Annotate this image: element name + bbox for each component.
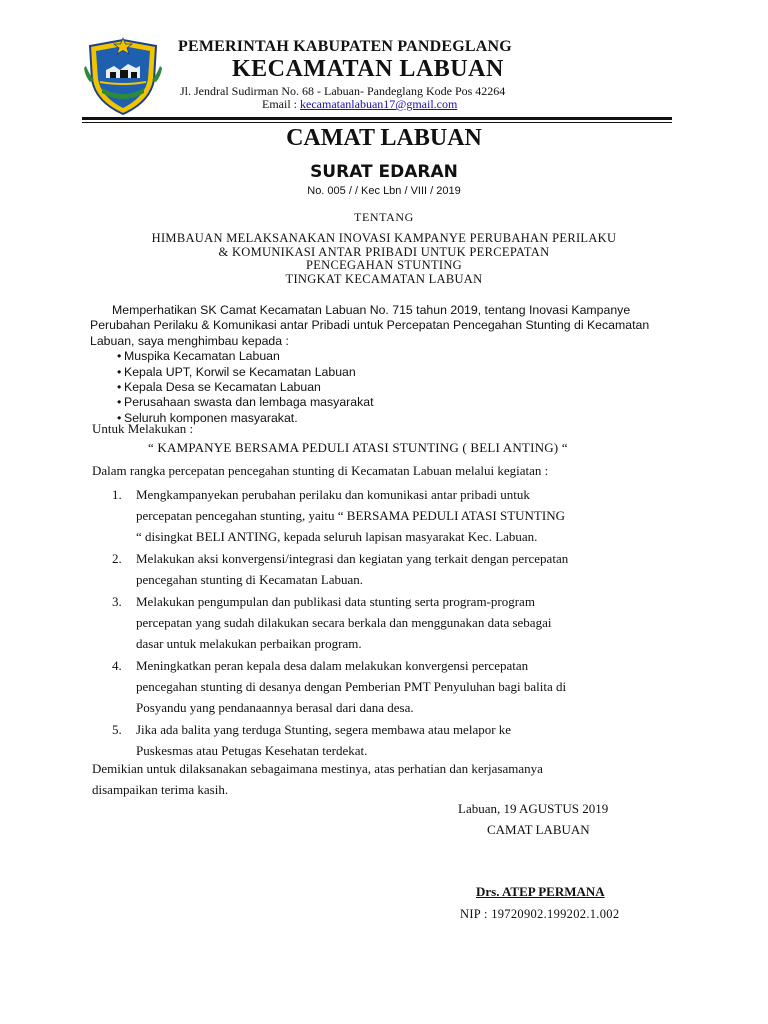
- recipient-text: Muspika Kecamatan Labuan: [124, 349, 280, 364]
- list-item: [92, 484, 692, 547]
- bullet-icon: •: [117, 349, 122, 364]
- list-item: [92, 591, 692, 654]
- bullet-icon: •: [117, 364, 122, 379]
- header-address: Jl. Jendral Sudirman No. 68 - Labuan- Pandeglang Kode Pos 42264: [180, 84, 506, 98]
- header-district: KECAMATAN LABUAN: [232, 56, 504, 82]
- item-number: 3.: [112, 594, 122, 609]
- list-item: [90, 365, 680, 380]
- item-number: 5.: [112, 722, 122, 737]
- list-item: [92, 655, 692, 718]
- instruction-heading: Untuk Melakukan :: [92, 421, 194, 436]
- bullet-icon: •: [117, 410, 122, 425]
- list-item: [90, 395, 680, 410]
- pandeglang-regency-emblem: [84, 36, 162, 118]
- item-number: 1.: [112, 487, 122, 502]
- intro-paragraph: Memperhatikan SK Camat Kecamatan Labuan No. 715 tahun 2019, tentang Inovasi Kampanye Perubahan Perilaku & Komunikasi antar Pribadi untuk Percepatan Pencegahan Stunting di Kecamatan Labuan, saya menghimbau kepada :: [90, 303, 650, 348]
- signature-place-date: Labuan, 19 AGUSTUS 2019: [458, 801, 609, 816]
- subject-line: TINGKAT KECAMATAN LABUAN: [285, 271, 483, 286]
- item-text: Jika ada balita yang terduga Stunting, segera membawa atau melapor ke: [136, 722, 512, 737]
- subject-label: TENTANG: [354, 210, 414, 224]
- document-type: SURAT EDARAN: [310, 162, 458, 182]
- campaign-slogan: “ KAMPANYE BERSAMA PEDULI ATASI STUNTING ( BELI ANTING) “: [148, 440, 568, 455]
- bullet-icon: •: [117, 380, 122, 395]
- item-number: 2.: [112, 551, 122, 566]
- letterhead-rule-thick: [82, 117, 672, 120]
- subject-line: & KOMUNIKASI ANTAR PRIBADI UNTUK PERCEPATAN: [218, 244, 550, 259]
- item-text: percepatan yang sudah dilakukan secara berkala dan menggunakan data sebagai: [136, 615, 552, 630]
- item-text: Posyandu yang pendanaannya berasal dari dana desa.: [136, 700, 414, 715]
- recipient-text: Kepala Desa se Kecamatan Labuan: [124, 380, 321, 395]
- item-text: Melakukan aksi konvergensi/integrasi dan kegiatan yang terkait dengan percepatan: [136, 551, 569, 566]
- closing-line: Demikian untuk dilaksanakan sebagaimana mestinya, atas perhatian dan kerjasamanya: [92, 761, 543, 776]
- subject-line: PENCEGAHAN STUNTING: [305, 258, 463, 272]
- item-text: pencegahan stunting di Kecamatan Labuan.: [136, 572, 364, 587]
- signatory-nip: NIP : 19720902.199202.1.002: [460, 907, 620, 921]
- recipient-text: Kepala UPT, Korwil se Kecamatan Labuan: [124, 364, 356, 379]
- item-text: Meningkatkan peran kepala desa dalam melakukan konvergensi percepatan: [136, 658, 529, 673]
- item-text: Mengkampanyekan perubahan perilaku dan komunikasi antar pribadi untuk: [136, 487, 530, 502]
- subject: [0, 232, 768, 286]
- header-government: PEMERINTAH KABUPATEN PANDEGLANG: [178, 38, 512, 55]
- item-text: dasar untuk melakukan perbaikan program.: [136, 636, 362, 651]
- item-text: percepatan pencegahan stunting, yaitu “ BERSAMA PEDULI ATASI STUNTING: [136, 508, 565, 523]
- recipient-list: [90, 349, 680, 426]
- document-title: CAMAT LABUAN: [286, 125, 482, 151]
- activity-list: [92, 484, 692, 762]
- list-item: [90, 349, 680, 364]
- recipient-text: Perusahaan swasta dan lembaga masyarakat: [124, 395, 374, 410]
- email-link[interactable]: kecamatanlabuan17@gmail.com: [300, 97, 458, 111]
- subject-line: HIMBAUAN MELAKSANAKAN INOVASI KAMPANYE PERUBAHAN PERILAKU: [151, 231, 617, 245]
- closing-line: disampaikan terima kasih.: [92, 782, 229, 797]
- email-label: Email :: [262, 97, 300, 111]
- letterhead-rule-thin: [82, 122, 672, 123]
- signature-title: CAMAT LABUAN: [487, 822, 590, 837]
- item-text: pencegahan stunting di desanya dengan Pemberian PMT Penyuluhan bagi balita di: [136, 679, 567, 694]
- recipient-text: Seluruh komponen masyarakat.: [124, 410, 298, 425]
- signatory-name: Drs. ATEP PERMANA: [476, 884, 605, 899]
- activities-intro: Dalam rangka percepatan pencegahan stunting di Kecamatan Labuan melalui kegiatan :: [92, 463, 549, 478]
- item-number: 4.: [112, 658, 122, 673]
- item-text: Melakukan pengumpulan dan publikasi data stunting serta program-program: [136, 594, 535, 609]
- intro-section: [90, 303, 680, 426]
- item-text: Puskesmas atau Petugas Kesehatan terdekat.: [136, 743, 368, 758]
- bullet-icon: •: [117, 395, 122, 410]
- header-email-line: [262, 97, 457, 112]
- list-item: [92, 719, 692, 761]
- closing-paragraph: [92, 758, 692, 800]
- item-text: “ disingkat BELI ANTING, kepada seluruh lapisan masyarakat Kec. Labuan.: [136, 529, 538, 544]
- list-item: [90, 380, 680, 395]
- document-number: No. 005 / / Kec Lbn / VIII / 2019: [307, 185, 461, 197]
- list-item: [92, 548, 692, 590]
